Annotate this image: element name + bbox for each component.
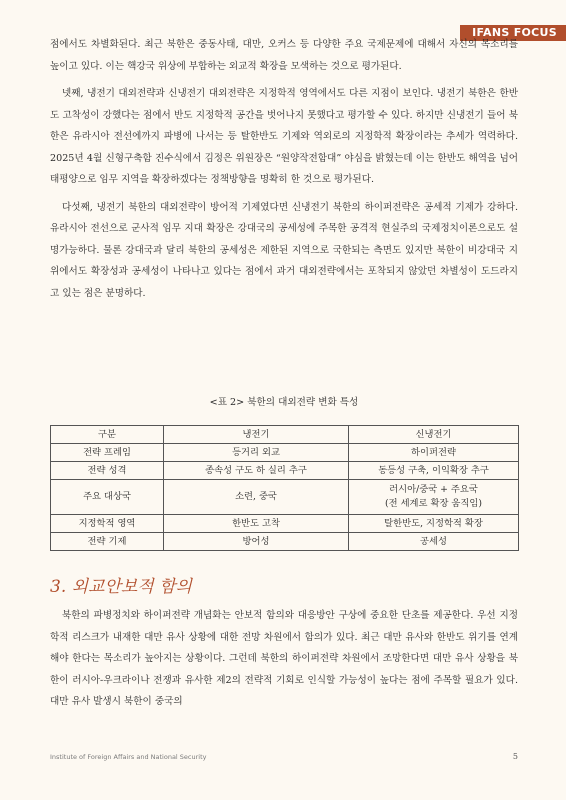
table-cell: 전략 프레임	[51, 444, 164, 462]
page-number: 5	[512, 752, 518, 761]
footer-institute: Institute of Foreign Affairs and National Security	[50, 753, 207, 761]
table-cell: 전략 기제	[51, 533, 164, 551]
table-cell: 하이퍼전략	[349, 444, 519, 462]
table-cell: 한반도 고착	[164, 515, 349, 533]
table-cell: 지정학적 영역	[51, 515, 164, 533]
table-row	[51, 533, 519, 551]
table-cell: 전략 성격	[51, 462, 164, 480]
paragraph-fifth: 다섯째, 냉전기 북한의 대외전략이 방어적 기제였다면 신냉전기 북한의 하이퍼전략은 공세적 기제가 강하다. 유라시아 전선으로 군사적 임무 지대 확장은 강대국의 공세성에 주목한 공격적 현실주의 국제정치이론으로도 설명가능하다. 물론 강대국과 달리 북한의 공세성은 제한된 지역으로 국한되는 측면도 있지만 북한이 비강대국 지위에서도 확장성과 공세성이 나타나고 있다는 점에서 과거 대외전략에서는 포착되지 않았던 차별성이 도드라지고 있는 점은 분명하다.	[50, 201, 518, 299]
table-cell: 탈한반도, 지정학적 확장	[349, 515, 519, 533]
section-heading: 3. 외교안보적 함의	[50, 577, 192, 597]
table-header-row	[51, 426, 519, 444]
table-cell: 소련, 중국	[164, 480, 349, 515]
table-header-cell: 신냉전기	[349, 426, 519, 444]
section-paragraph: 북한의 파병정치와 하이퍼전략 개념화는 안보적 함의와 대응방안 구상에 중요한 단초를 제공한다. 우선 지정학적 리스크가 내재한 대만 유사 상황에 대한 전망 차원에서 함의가 있다. 최근 대만 유사와 한반도 위기를 연계해야 한다는 목소리가 높아지는 상황이다. 그런데 북한의 하이퍼전략 차원에서 조망한다면 대만 유사 상황을 북한이 러시아-우크라이나 전쟁과 유사한 제2의 전략적 기회로 인식할 가능성이 높다는 점에 주목할 필요가 있다. 대만 유사 발생시 북한이 중국의	[50, 610, 518, 707]
table-cell: 종속성 구도 하 실리 추구	[164, 462, 349, 480]
table-cell: 동등성 구축, 이익확장 추구	[349, 462, 519, 480]
body-text-block	[50, 34, 518, 304]
table-cell-multiline	[349, 480, 519, 515]
table-caption: <표 2> 북한의 대외전략 변화 특성	[209, 397, 359, 408]
table-cell: 주요 대상국	[51, 480, 164, 515]
table-row	[51, 480, 519, 515]
table-header-cell: 냉전기	[164, 426, 349, 444]
table-cell: 등거리 외교	[164, 444, 349, 462]
strategy-comparison-table	[50, 425, 519, 551]
paragraph-fourth: 넷째, 냉전기 대외전략과 신냉전기 대외전략은 지정학적 영역에서도 다른 지점이 보인다. 냉전기 북한은 한반도 고착성이 강했다는 점에서 반도 지정학적 공간을 벗어나지 못했다고 평가할 수 있다. 하지만 신냉전기 들어 북한은 유라시아 전선에까지 파병에 나서는 등 탈한반도 기제와 역외로의 지정학적 확장이라는 추세가 역력하다. 2025년 4월 신형구축함 진수식에서 김정은 위원장은 “원양작전함대” 야심을 밝혔는데 이는 한반도 해역을 넘어 태평양으로 임무 지역을 확장하겠다는 정책방향을 명확히 한 것으로 평가된다.	[50, 88, 518, 185]
table-row	[51, 444, 519, 462]
table-cell-line: 러시아/중국 + 주요국	[389, 484, 478, 495]
table-cell: 방어성	[164, 533, 349, 551]
table-cell: 공세성	[349, 533, 519, 551]
table-row	[51, 462, 519, 480]
table-header-cell: 구분	[51, 426, 164, 444]
section-body	[50, 605, 518, 713]
paragraph-continued: 점에서도 차별화된다. 최근 북한은 중동사태, 대만, 오커스 등 다양한 주요 국제문제에 대해서 자신의 목소리를 높이고 있다. 이는 핵강국 위상에 부합하는 외교적 확장을 모색하는 것으로 평가된다.	[50, 39, 518, 72]
ifans-focus-badge: IFANS FOCUS	[460, 25, 566, 41]
table-cell-line: (전 세계로 확장 움직임)	[385, 498, 482, 509]
table-row	[51, 515, 519, 533]
